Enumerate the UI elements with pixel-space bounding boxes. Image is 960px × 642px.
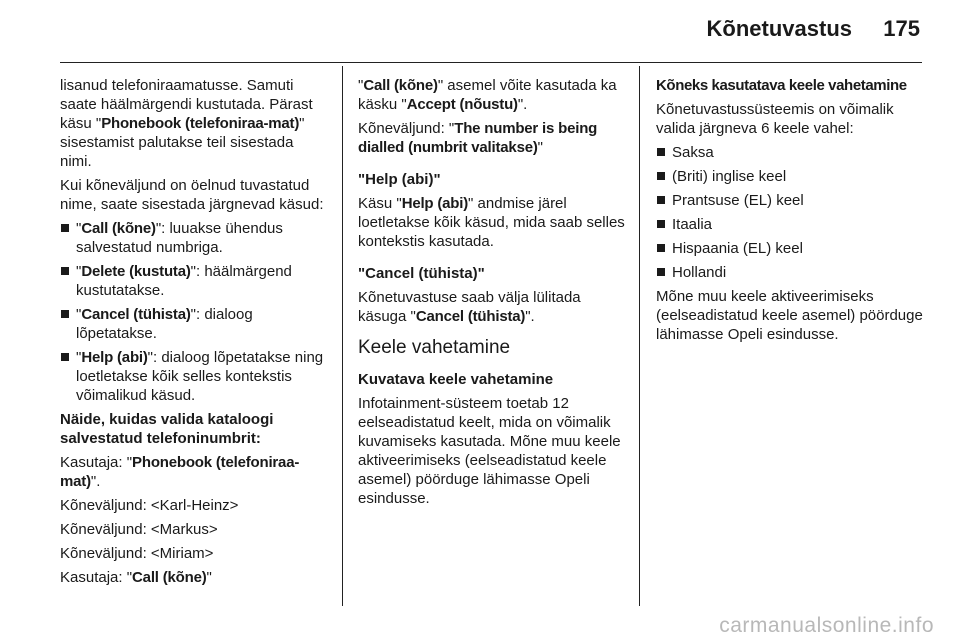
bullet-square-icon (657, 148, 665, 156)
command-phonebook: Phonebook (telefoniraa-mat) (101, 115, 300, 132)
paragraph: Kõneväljund: "The number is being dialled (numbrit valitakse)" (358, 120, 598, 156)
paragraph: Infotainment-süsteem toetab 12 eelseadistatud keelt, mida on võimalik kuvamiseks kasutada. Mõne muu keele aktiveerimiseks (eelseadistatud keele asemel) pöörduge lähimasse Opeli esindusse. (358, 395, 621, 507)
list-item: Hollandi (656, 263, 926, 282)
list-item: Hispaania (EL) keel (656, 239, 926, 258)
paragraph: Kõneväljund: <Karl-Heinz> (60, 497, 239, 514)
list-item: "Call (kõne)": luuakse ühendus salvestatud numbriga. (60, 219, 328, 257)
list-item: Itaalia (656, 215, 926, 234)
column-divider-1 (342, 66, 343, 606)
page-title: Kõnetuvastus (706, 16, 852, 41)
list-item: Saksa (656, 143, 926, 162)
paragraph: Mõne muu keele aktiveerimiseks (eelseadistatud keele asemel) pöörduge lähimasse Opeli esindusse. (656, 288, 923, 343)
bullet-square-icon (61, 267, 69, 275)
paragraph: Kõnetuvastussüsteemis on võimalik valida järgneva 6 keele vahel: (656, 101, 894, 137)
paragraph: Kõnetuvastuse saab välja lülitada käsuga "Cancel (tühista)". (358, 289, 581, 325)
column-2 (358, 76, 628, 513)
list-item: "Delete (kustuta)": häälmärgend kustutatakse. (60, 262, 328, 300)
help-heading: "Help (abi)" (358, 171, 441, 188)
page-header (0, 16, 960, 52)
column-3 (656, 76, 926, 349)
paragraph: Kasutaja: "Call (kõne)" (60, 569, 212, 586)
list-item: Prantsuse (EL) keel (656, 191, 926, 210)
page-number: 175 (883, 16, 920, 41)
bullet-square-icon (657, 172, 665, 180)
list-item: (Briti) inglise keel (656, 167, 926, 186)
language-heading: Kõneks kasutatava keele vahetamine (656, 77, 907, 94)
column-divider-2 (639, 66, 640, 606)
bullet-square-icon (657, 196, 665, 204)
paragraph: Kui kõneväljund on öelnud tuvastatud nime, saate sisestada järgnevad käsud: (60, 177, 324, 213)
sub-heading: Kuvatava keele vahetamine (358, 371, 554, 388)
paragraph: Kõneväljund: <Miriam> (60, 545, 214, 562)
paragraph: Kõneväljund: <Markus> (60, 521, 218, 538)
paragraph: Kasutaja: "Phonebook (telefoniraa-mat)". (60, 454, 300, 490)
command-list (60, 219, 328, 405)
paragraph: lisanud telefoniraamatusse. Samuti saate häälmärgendi kustutada. Pärast käsu "Phonebook (telefoniraa-mat)" sisestamist palutakse teil sisestada nimi. (60, 77, 313, 170)
header-rule (60, 62, 922, 63)
watermark: carmanualsonline.info (719, 614, 934, 637)
language-list (656, 143, 926, 282)
bullet-square-icon (61, 224, 69, 232)
section-heading: Keele vahetamine (358, 337, 511, 358)
bullet-square-icon (657, 268, 665, 276)
cancel-heading: "Cancel (tühista)" (358, 265, 485, 282)
list-item: "Cancel (tühista)": dialoog lõpetatakse. (60, 305, 328, 343)
paragraph: Käsu "Help (abi)" andmise järel loetletakse kõik käsud, mida saab selles kontekstis kasutada. (358, 195, 625, 250)
bullet-square-icon (61, 310, 69, 318)
column-1 (60, 76, 328, 592)
list-item: "Help (abi)": dialoog lõpetatakse ning loetletakse kõik selles kontekstis võimalikud käsud. (60, 348, 328, 405)
bullet-square-icon (657, 244, 665, 252)
paragraph: "Call (kõne)" asemel võite kasutada ka käsku "Accept (nõustu)". (358, 77, 617, 113)
bullet-square-icon (61, 353, 69, 361)
bullet-square-icon (657, 220, 665, 228)
example-heading: Näide, kuidas valida kataloogi salvestatud telefoninumbrit: (60, 411, 274, 447)
